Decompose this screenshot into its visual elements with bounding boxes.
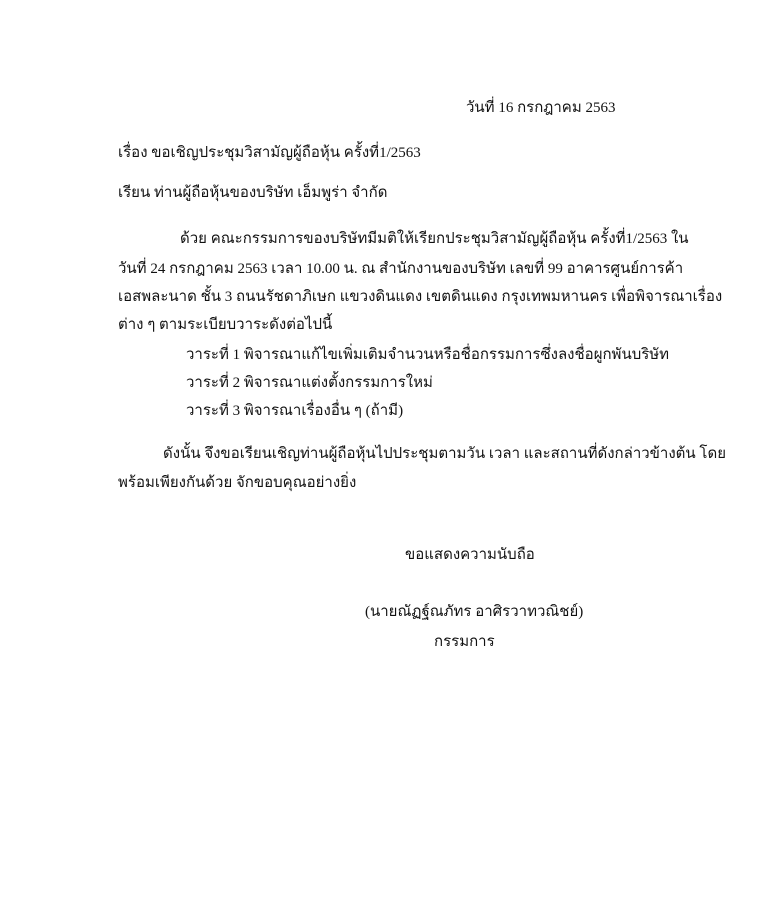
closing-line: ดังนั้น จึงขอเรียนเชิญท่านผู้ถือหุ้นไปประชุมตามวัน เวลา และสถานที่ดังกล่าวข้างต้น โดย	[163, 446, 726, 462]
letter-addressee: เรียน ท่านผู้ถือหุ้นของบริษัท เอ็มพูร่า จำกัด	[118, 185, 388, 201]
body-line: เอสพละนาด ชั้น 3 ถนนรัชดาภิเษก แขวงดินแดง เขตดินแดง กรุงเทพมหานคร เพื่อพิจารณาเรื่อง	[118, 289, 723, 305]
agenda-item: วาระที่ 1 พิจารณาแก้ไขเพิ่มเติมจำนวนหรือชื่อกรรมการซึ่งลงชื่อผูกพันบริษัท	[186, 347, 670, 363]
body-line: ต่าง ๆ ตามระเบียบวาระดังต่อไปนี้	[118, 317, 333, 333]
letter-date: วันที่ 16 กรกฎาคม 2563	[466, 100, 616, 116]
agenda-item: วาระที่ 2 พิจารณาแต่งตั้งกรรมการใหม่	[186, 375, 433, 391]
body-line: วันที่ 24 กรกฎาคม 2563 เวลา 10.00 น. ณ สำนักงานของบริษัท เลขที่ 99 อาคารศูนย์การค้า	[118, 261, 684, 277]
signer-position: กรรมการ	[434, 634, 495, 650]
body-line: ด้วย คณะกรรมการของบริษัทมีมติให้เรียกประชุมวิสามัญผู้ถือหุ้น ครั้งที่1/2563 ใน	[180, 231, 689, 247]
letter-subject: เรื่อง ขอเชิญประชุมวิสามัญผู้ถือหุ้น ครั้งที่1/2563	[118, 145, 421, 161]
signer-name: (นายณัฏฐ์ณภัทร อาศิรวาทวณิชย์)	[365, 604, 584, 620]
closing-line: พร้อมเพียงกันด้วย จักขอบคุณอย่างยิ่ง	[118, 475, 357, 491]
salutation: ขอแสดงความนับถือ	[405, 547, 535, 563]
agenda-item: วาระที่ 3 พิจารณาเรื่องอื่น ๆ (ถ้ามี)	[186, 403, 404, 419]
